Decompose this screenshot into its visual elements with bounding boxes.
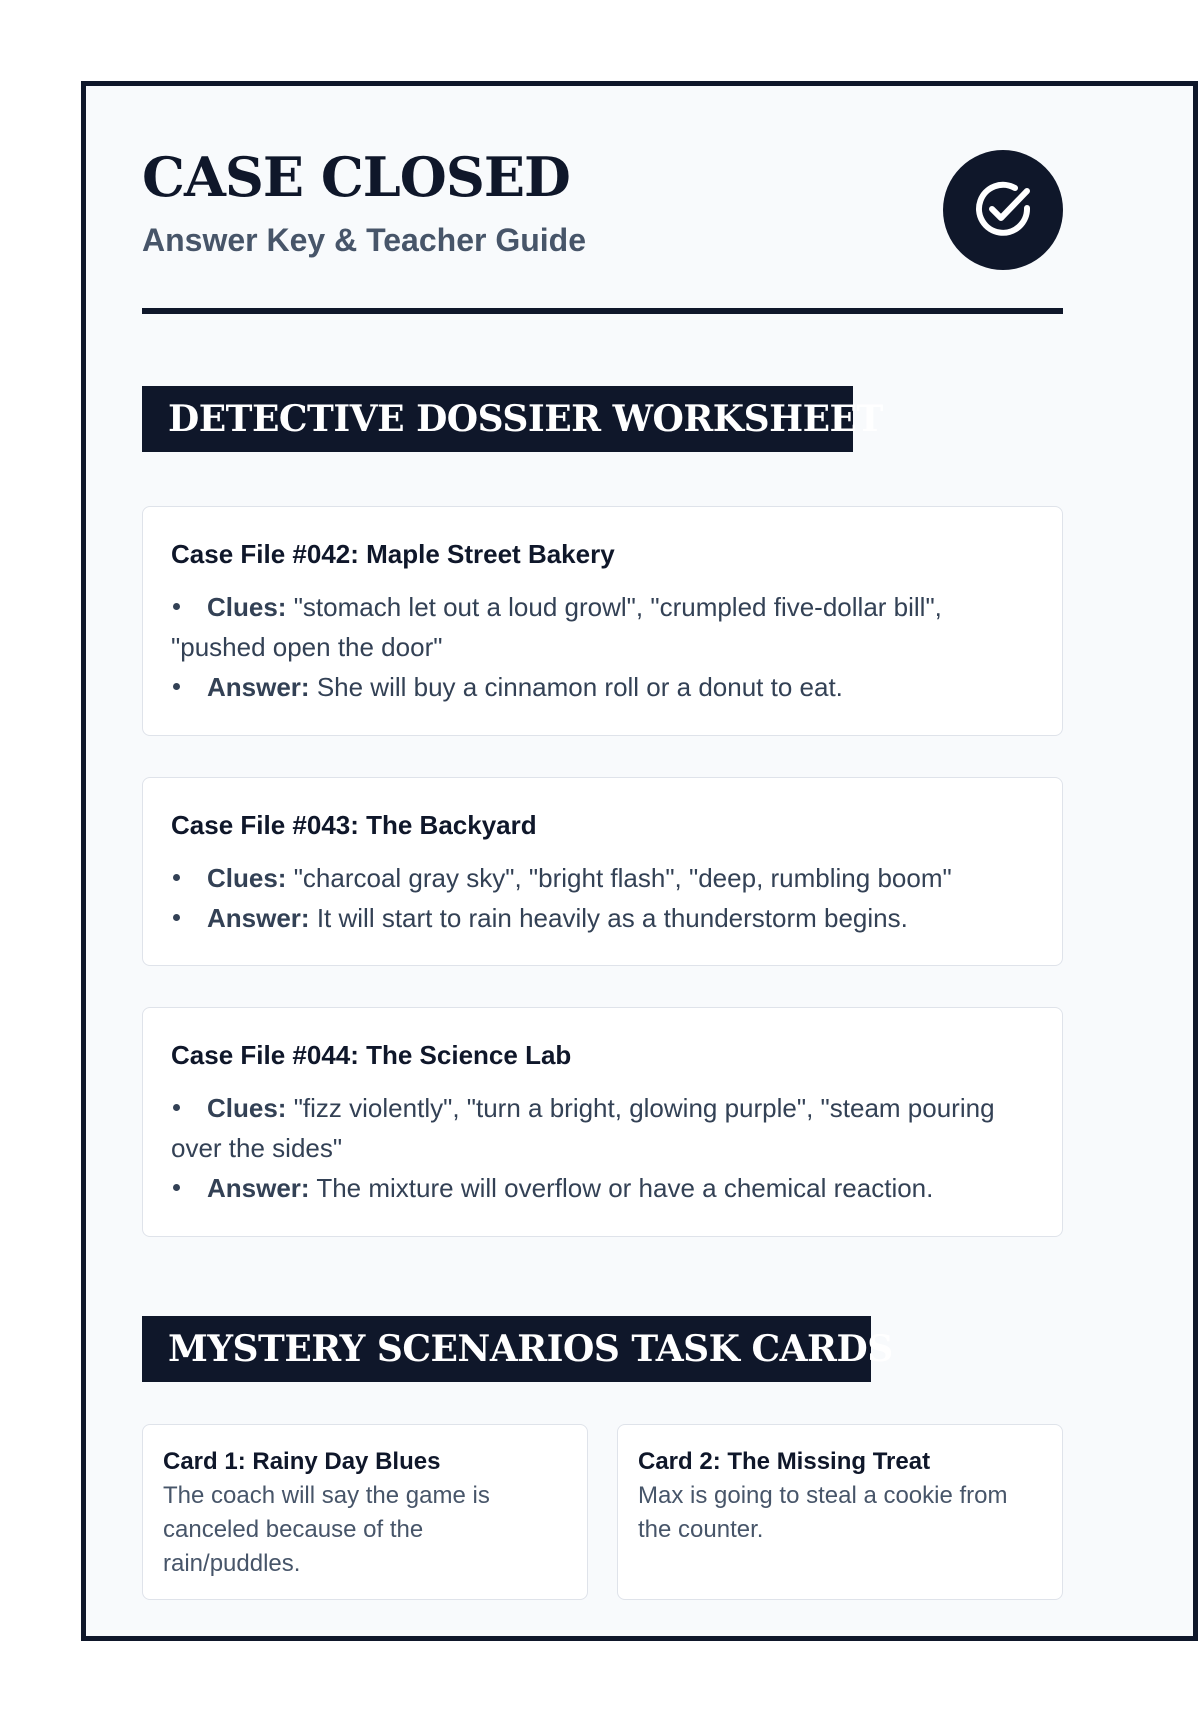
page-title: CASE CLOSED xyxy=(142,145,570,209)
case-details-list xyxy=(171,1088,1034,1208)
answer-text: It will start to rain heavily as a thunderstorm begins. xyxy=(316,903,908,933)
clues-text: "charcoal gray sky", "bright flash", "deep, rumbling boom" xyxy=(293,863,952,893)
answer-item xyxy=(171,667,1034,707)
header-divider xyxy=(142,308,1063,314)
case-file-card xyxy=(142,777,1063,966)
task-card-answer: The coach will say the game is canceled because of the rain/puddles. xyxy=(163,1482,490,1577)
task-card xyxy=(617,1424,1063,1600)
page-header xyxy=(142,142,1063,312)
clues-label: Clues: xyxy=(207,863,287,893)
bullet-icon xyxy=(171,587,207,627)
answer-key-sheet xyxy=(81,81,1198,1641)
case-file-title: Case File #044: The Science Lab xyxy=(171,1040,572,1070)
answer-text: The mixture will overflow or have a chemical reaction. xyxy=(316,1173,934,1203)
case-file-card xyxy=(142,1007,1063,1237)
clues-text: "fizz violently", "turn a bright, glowing purple", "steam pouring over the sides" xyxy=(171,1093,995,1163)
answer-item xyxy=(171,898,1034,938)
clues-item xyxy=(171,858,1034,898)
answer-label: Answer: xyxy=(207,903,310,933)
task-card-title: Card 2: The Missing Treat xyxy=(638,1448,931,1475)
case-file-card xyxy=(142,506,1063,736)
bullet-icon xyxy=(171,858,207,898)
page-subtitle: Answer Key & Teacher Guide xyxy=(142,222,586,258)
task-card xyxy=(142,1424,588,1600)
section-heading-task-cards: MYSTERY SCENARIOS TASK CARDS xyxy=(142,1316,871,1382)
task-card-grid xyxy=(142,1424,1063,1724)
clues-label: Clues: xyxy=(207,592,287,622)
bullet-icon xyxy=(171,1168,207,1208)
task-card-title: Card 1: Rainy Day Blues xyxy=(163,1448,441,1475)
check-badge xyxy=(943,150,1063,270)
answer-item xyxy=(171,1168,1034,1208)
section-heading-worksheet: DETECTIVE DOSSIER WORKSHEET xyxy=(142,386,853,452)
check-circle-icon xyxy=(971,178,1035,242)
answer-label: Answer: xyxy=(207,672,310,702)
task-card-answer: Max is going to steal a cookie from the counter. xyxy=(638,1482,1008,1543)
answer-text: She will buy a cinnamon roll or a donut to eat. xyxy=(316,672,843,702)
clues-item xyxy=(171,587,1034,667)
clues-item xyxy=(171,1088,1034,1168)
case-file-title: Case File #042: Maple Street Bakery xyxy=(171,539,615,569)
case-details-list xyxy=(171,587,1034,707)
bullet-icon xyxy=(171,898,207,938)
case-details-list xyxy=(171,858,1034,938)
clues-label: Clues: xyxy=(207,1093,287,1123)
clues-text: "stomach let out a loud growl", "crumpled five-dollar bill", "pushed open the door" xyxy=(171,592,942,662)
case-file-title: Case File #043: The Backyard xyxy=(171,810,537,840)
bullet-icon xyxy=(171,1088,207,1128)
bullet-icon xyxy=(171,667,207,707)
answer-label: Answer: xyxy=(207,1173,310,1203)
